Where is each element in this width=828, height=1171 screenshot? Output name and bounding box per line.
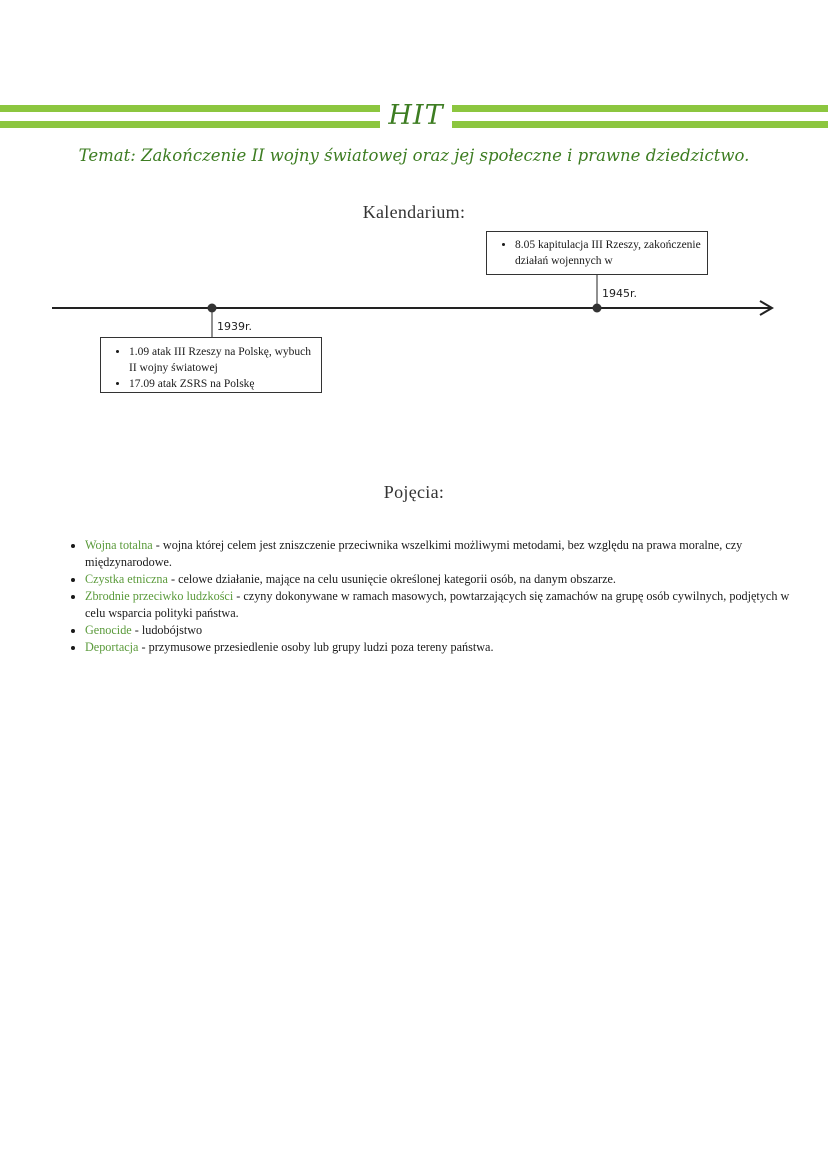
- event-item: • 8.05 kapitulacja III Rzeszy, zakończenie działań wojennych w: [515, 237, 707, 269]
- concept-term: Wojna totalna: [85, 538, 153, 552]
- concept-definition: - celowe działanie, mające na celu usunięcie określonej kategorii osób, na danym obszarze.: [167, 572, 616, 586]
- event-box-1945: [486, 231, 708, 275]
- event-item: • 17.09 atak ZSRS na Polskę: [129, 376, 321, 392]
- concepts-list: [62, 537, 792, 656]
- concept-term: Czystka etniczna: [85, 572, 168, 586]
- concept-item: [85, 639, 792, 656]
- timeline-point-1945: [593, 304, 602, 313]
- concept-term: Deportacja: [85, 640, 139, 654]
- concept-definition: - przymusowe przesiedlenie osoby lub grupy ludzi poza tereny państwa.: [138, 640, 494, 654]
- concept-definition: - czyny dokonywane w ramach masowych, powtarzających się zamachów na grupę osób cywilnych, podjętych w celu wsparcia polityki państwa.: [85, 589, 790, 620]
- concept-item: [85, 622, 792, 639]
- concept-item: [85, 588, 792, 622]
- topic-line: Temat: Zakończenie II wojny światowej oraz jej społeczne i prawne dziedzictwo.: [78, 146, 750, 165]
- event-item: • 1.09 atak III Rzeszy na Polskę, wybuch II wojny światowej: [129, 344, 321, 376]
- timeline-year-1945: 1945r.: [602, 287, 638, 300]
- concepts-heading: Pojęcia:: [383, 482, 445, 502]
- concept-definition: - wojna której celem jest zniszczenie przeciwnika wszelkimi możliwymi metodami, bez względu na prawa moralne, czy międzynarodowe.: [85, 538, 743, 569]
- event-box-1939: [100, 337, 322, 393]
- timeline-year-1939: 1939r.: [217, 320, 253, 333]
- concept-term: Zbrodnie przeciwko ludzkości: [85, 589, 234, 603]
- timeline-point-1939: [208, 304, 217, 313]
- concept-item: [85, 537, 792, 571]
- calendar-heading: Kalendarium:: [362, 202, 466, 222]
- concept-definition: - ludobójstwo: [131, 623, 203, 637]
- concept-term: Genocide: [85, 623, 132, 637]
- concept-item: [85, 571, 792, 588]
- header-title: HIT: [388, 100, 444, 131]
